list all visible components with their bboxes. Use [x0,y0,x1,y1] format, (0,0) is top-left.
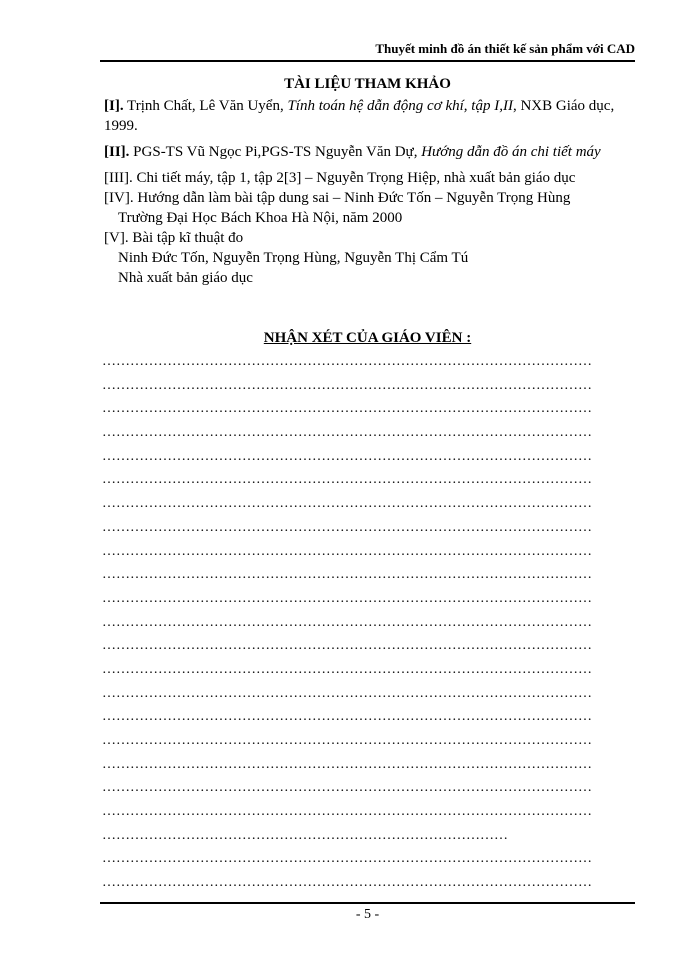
dotted-line: …………………………………………………………………………………………… [102,685,592,701]
reference-label: [I]. [104,98,124,114]
reference-publisher: , NXB Giáo dục, 1999. [104,98,615,134]
dotted-line: …………………………………………………………………………………………… [102,638,592,654]
header-title: Thuyết minh đồ án thiết kế sản phẩm với CAD [375,41,635,56]
page-number: - 5 - [355,907,380,922]
reference-label: [III]. [104,170,133,186]
reference-text: Bài tập kĩ thuật đo [128,230,244,246]
dotted-line: …………………………………………………………………………………………… [102,851,592,867]
dotted-line: …………………………………………………………………………………………… [102,472,592,488]
dotted-line: …………………………………………………………………………………………… [102,614,592,630]
reference-item [104,188,634,208]
dotted-line: …………………………………………………………………………………………… [102,709,592,725]
reference-text: Chi tiết máy, tập 1, tập 2[3] – Nguyễn Trọng Hiệp, nhà xuất bản giáo dục [132,170,576,186]
dotted-line: …………………………………………………………………………………………… [102,780,592,796]
reference-label: [II]. [104,144,130,160]
dotted-line: …………………………………………………………………………………………… [102,543,592,559]
reference-book-title: Tính toán hệ dẫn động cơ khí, tập I,II [287,98,513,114]
dotted-line: …………………………………………………………………………………………… [102,354,592,369]
dotted-line: …………………………………………………………………………………………… [102,567,592,583]
dotted-line: …………………………………………………………………………………………… [102,496,592,512]
reference-line: Trường Đại Học Bách Khoa Hà Nội, năm 2000 [118,210,403,226]
reference-authors: PGS-TS Vũ Ngọc Pi,PGS-TS Nguyễn Văn Dự, [129,144,422,160]
dotted-line: …………………………………………………………………………………………… [102,448,592,464]
reference-item [104,142,634,162]
reference-book-title: Hướng dẫn đồ án chi tiết máy [421,144,601,160]
dotted-line: …………………………………………………………………………………………… [102,519,592,535]
dotted-line: …………………………………………………………………………………………… [102,401,592,417]
dotted-line: …………………………………………………………………………………………… [102,733,592,748]
reference-text: Hướng dẫn làm bài tập dung sai – Ninh Đức Tốn – Nguyễn Trọng Hùng [133,190,571,206]
dotted-line: …………………………………………………………………………………………… [102,804,592,820]
page-header [100,40,635,62]
reference-item [104,168,634,188]
dotted-line-short: …………………………………………………………………………… [102,827,508,843]
reference-authors: Trịnh Chất, Lê Văn Uyển, [123,98,288,114]
footer-rule [100,902,635,904]
dotted-line: …………………………………………………………………………………………… [102,756,592,772]
review-title-text: NHẬN XÉT CỦA GIÁO VIÊN : [263,330,472,346]
dotted-line: …………………………………………………………………………………………… [102,377,592,393]
dotted-line: …………………………………………………………………………………………… [102,661,592,677]
reference-line: Nhà xuất bản giáo dục [118,270,253,286]
review-dotted-lines [102,350,632,895]
reference-item [104,96,634,136]
dotted-line: …………………………………………………………………………………………… [102,590,592,606]
review-title [100,328,635,348]
reference-item [104,228,634,248]
reference-label: [IV]. [104,190,134,206]
dotted-line: …………………………………………………………………………………………… [102,875,592,891]
references-list [104,96,634,288]
reference-label: [V]. [104,230,129,246]
dotted-line: …………………………………………………………………………………………… [102,425,592,441]
references-title: TÀI LIỆU THAM KHẢO [284,76,451,92]
reference-line: Ninh Đức Tốn, Nguyễn Trọng Hùng, Nguyễn Thị Cẩm Tú [118,250,469,266]
